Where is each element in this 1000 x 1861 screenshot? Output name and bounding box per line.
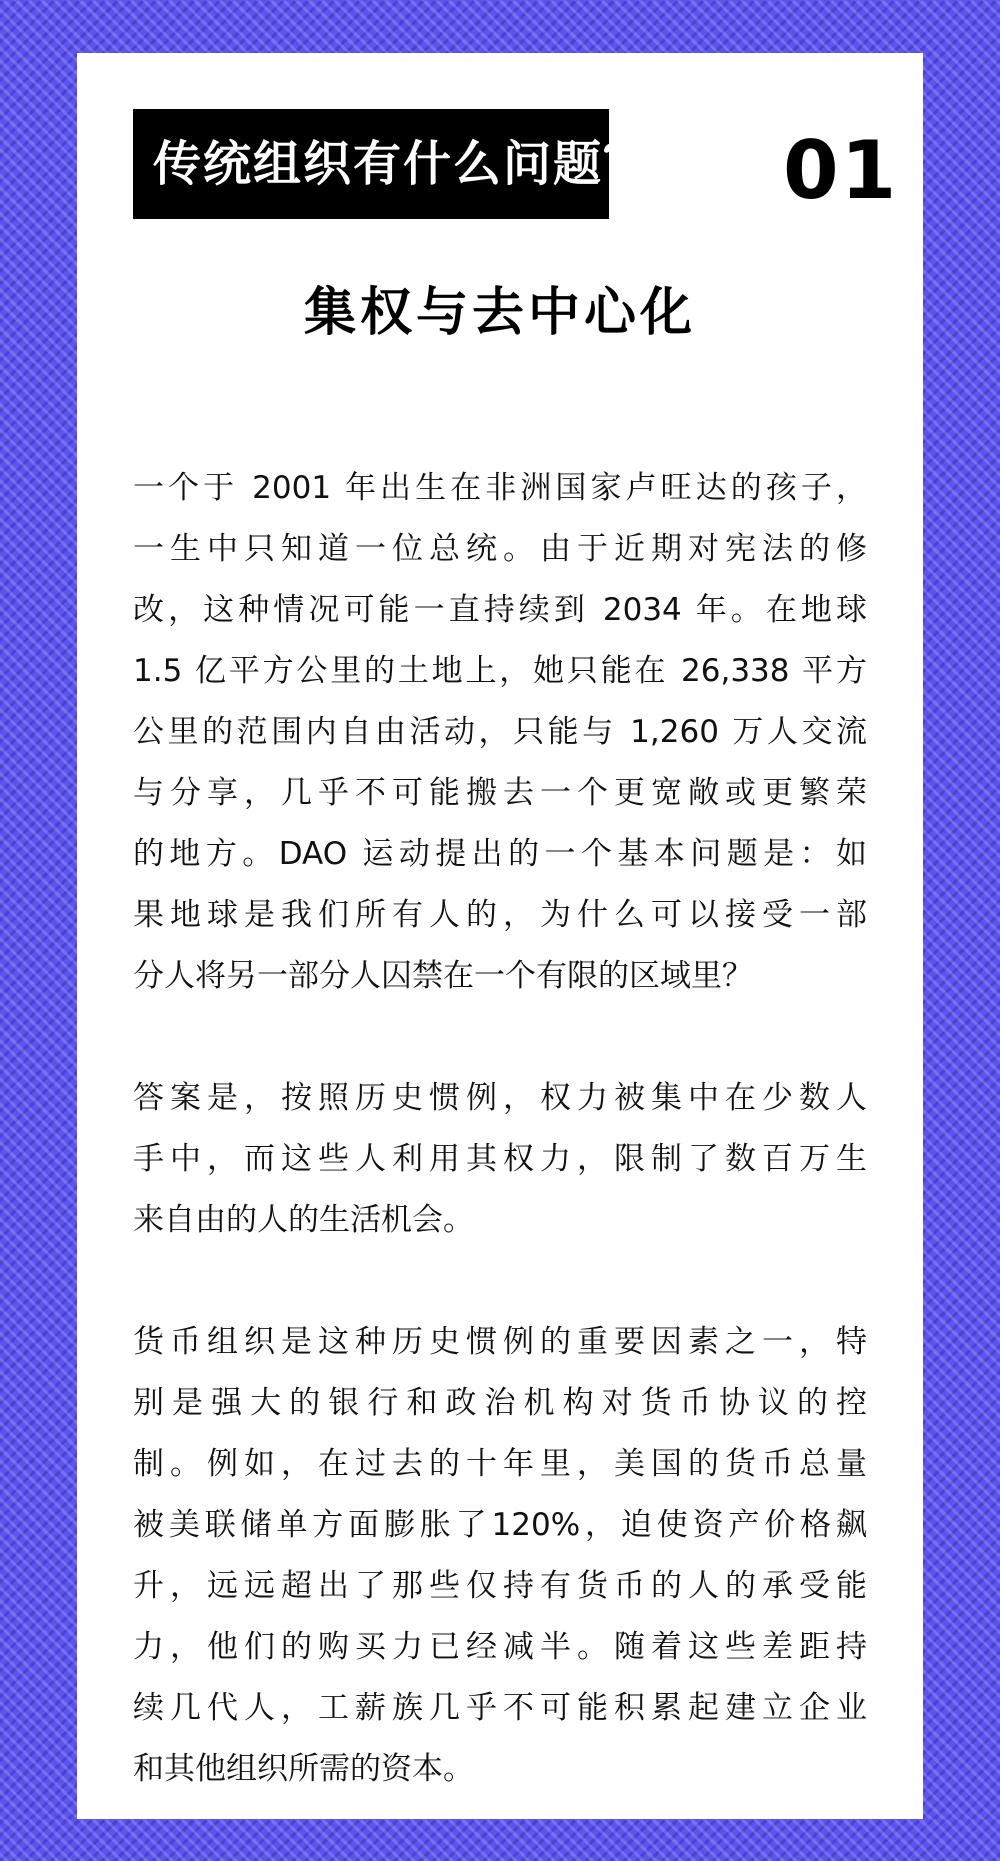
text-line: 的地方。DAO 运动提出的一个基本问题是：如: [133, 836, 867, 872]
text-line: 制。例如，在过去的十年里，美国的货币总量: [133, 1446, 867, 1482]
text-line: 果地球是我们所有人的，为什么可以接受一部: [133, 897, 867, 933]
text-line: 一个于 2001 年出生在非洲国家卢旺达的孩子，: [133, 470, 867, 506]
text-line: 1.5 亿平方公里的土地上，她只能在 26,338 平方: [133, 653, 867, 689]
text-line: 续几代人，工薪族几乎不可能积累起建立企业: [133, 1690, 867, 1726]
paragraph-3: [133, 1312, 867, 1800]
content-card: [77, 53, 923, 1819]
text-line: 来自由的人的生活机会。: [133, 1202, 474, 1238]
subtitle: 集权与去中心化: [303, 283, 696, 343]
text-line: 升，远远超出了那些仅持有货币的人的承受能: [133, 1568, 867, 1604]
text-line: 公里的范围内自由活动，只能与 1,260 万人交流: [133, 714, 867, 750]
text-line: 力，他们的购买力已经减半。随着这些差距持: [133, 1629, 867, 1665]
text-line: 被美联储单方面膨胀了120%，迫使资产价格飙: [133, 1507, 867, 1543]
text-line: 分人将另一部分人囚禁在一个有限的区域里？: [133, 958, 753, 994]
paragraph-2: [133, 1068, 867, 1251]
section-title: 传统组织有什么问题？: [133, 109, 609, 219]
text-line: 答案是，按照历史惯例，权力被集中在少数人: [133, 1080, 867, 1116]
paragraph-1: [133, 458, 867, 1007]
text-line: 改，这种情况可能一直持续到 2034 年。在地球: [133, 592, 867, 628]
text-line: 与分享，几乎不可能搬去一个更宽敞或更繁荣: [133, 775, 867, 811]
text-line: 手中，而这些人利用其权力，限制了数百万生: [133, 1141, 867, 1177]
article-body: [133, 458, 867, 1861]
text-line: 和其他组织所需的资本。: [133, 1751, 474, 1787]
section-number: 01: [783, 124, 899, 217]
text-line: 一生中只知道一位总统。由于近期对宪法的修: [133, 531, 867, 567]
text-line: 货币组织是这种历史惯例的重要因素之一，特: [133, 1324, 867, 1360]
text-line: 别是强大的银行和政治机构对货币协议的控: [133, 1385, 867, 1421]
